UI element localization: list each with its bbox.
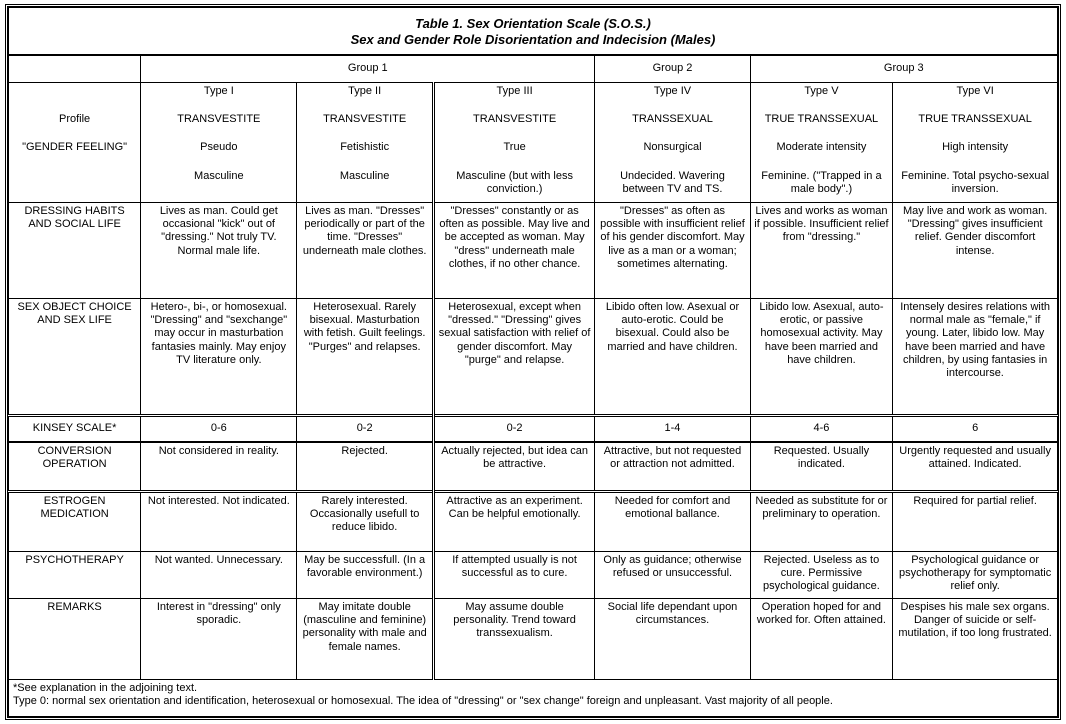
body-cell: Libido low. Asexual, auto-erotic, or passive homosexual activity. May have been married and have children. bbox=[750, 299, 893, 416]
body-cell: 1-4 bbox=[595, 416, 750, 443]
body-cell: Only as guidance; otherwise refused or unsuccessful. bbox=[595, 552, 750, 599]
body-cell: May live and work as woman. "Dressing" gives insufficient relief. Gender discomfort intense. bbox=[893, 203, 1058, 299]
type-feeling: Undecided. Wavering between TV and TS. bbox=[620, 169, 725, 195]
profile-header-line1: Profile bbox=[58, 113, 91, 125]
body-cell: Actually rejected, but idea can be attractive. bbox=[433, 442, 595, 492]
estrogen-medication-row bbox=[9, 492, 1058, 552]
body-cell: Needed as substitute for or preliminary to operation. bbox=[750, 492, 893, 552]
body-cell: Hetero-, bi-, or homosexual. "Dressing" and "sexchange" may occur in masturbation fantasies mainly. May enjoy TV literature only. bbox=[141, 299, 297, 416]
table-title bbox=[9, 8, 1058, 56]
body-cell: Not considered in reality. bbox=[141, 442, 297, 492]
body-cell: Rejected. bbox=[297, 442, 433, 492]
profile-cell-type4 bbox=[595, 83, 750, 203]
type-category: TRUE TRANSSEXUAL bbox=[918, 113, 1032, 126]
type-feeling: Masculine bbox=[194, 169, 244, 182]
body-cell: Rejected. Useless as to cure. Permissive psychological guidance. bbox=[750, 552, 893, 599]
profile-row bbox=[9, 83, 1058, 203]
type-label: Type III bbox=[496, 85, 533, 97]
body-cell: Lives as man. Could get occasional "kick" out of "dressing." Not truly TV. Normal male life. bbox=[141, 203, 297, 299]
row-header-sex-object: SEX OBJECT CHOICE AND SEX LIFE bbox=[9, 299, 141, 416]
body-cell: Urgently requested and usually attained. Indicated. bbox=[893, 442, 1058, 492]
body-cell: 0-6 bbox=[141, 416, 297, 443]
body-cell: Requested. Usually indicated. bbox=[750, 442, 893, 492]
body-cell: May imitate double (masculine and feminine) personality with male and female names. bbox=[297, 599, 433, 680]
row-header-estrogen-medication: ESTROGEN MEDICATION bbox=[9, 492, 141, 552]
group2-header-cell: Group 2 bbox=[595, 55, 750, 83]
type-feeling: Feminine. ("Trapped in a male body".) bbox=[761, 169, 882, 195]
dressing-habits-row bbox=[9, 203, 1058, 299]
footnote-line1: *See explanation in the adjoining text. bbox=[13, 682, 198, 694]
body-cell: Lives and works as woman if possible. Insufficient relief from "dressing." bbox=[750, 203, 893, 299]
body-cell: If attempted usually is not successful as to cure. bbox=[433, 552, 595, 599]
type-intensity: Nonsurgical bbox=[643, 141, 702, 154]
title-row bbox=[9, 8, 1058, 56]
sos-table-border bbox=[5, 4, 1061, 720]
row-header-conversion-operation: CONVERSION OPERATION bbox=[9, 442, 141, 492]
type-label: Type VI bbox=[956, 85, 994, 97]
body-cell: Heterosexual, except when "dressed." "Dressing" gives sexual satisfaction with relief of gender discomfort. May "purge" and relapse. bbox=[433, 299, 595, 416]
table-title-line2: Sex and Gender Role Disorientation and Indecision (Males) bbox=[350, 31, 716, 47]
profile-cell-type2 bbox=[297, 83, 433, 203]
body-cell: Required for partial relief. bbox=[893, 492, 1058, 552]
sex-object-row bbox=[9, 299, 1058, 416]
type-label: Type IV bbox=[653, 85, 692, 97]
type-intensity: True bbox=[503, 141, 526, 154]
row-header-remarks: REMARKS bbox=[9, 599, 141, 680]
body-cell: Attractive, but not requested or attraction not admitted. bbox=[595, 442, 750, 492]
footnote-line2: Type 0: normal sex orientation and identification, heterosexual or homosexual. The idea of "dressing" or "sex change" foreign and unpleasant. Vast majority of all people. bbox=[13, 695, 833, 708]
type-intensity: High intensity bbox=[942, 141, 1009, 154]
body-cell: Not interested. Not indicated. bbox=[141, 492, 297, 552]
psychotherapy-row bbox=[9, 552, 1058, 599]
body-cell: 4-6 bbox=[750, 416, 893, 443]
row-header-psychotherapy: PSYCHOTHERAPY bbox=[9, 552, 141, 599]
type-category: TRANSVESTITE bbox=[323, 113, 407, 126]
type-intensity: Moderate intensity bbox=[776, 141, 867, 154]
type-feeling: Masculine (but with less conviction.) bbox=[456, 169, 573, 195]
kinsey-scale-row bbox=[9, 416, 1058, 443]
type-intensity: Pseudo bbox=[200, 141, 238, 154]
body-cell: Interest in "dressing" only sporadic. bbox=[141, 599, 297, 680]
type-category: TRUE TRANSSEXUAL bbox=[764, 113, 879, 126]
body-cell: 0-2 bbox=[433, 416, 595, 443]
type-feeling: Feminine. Total psycho-sexual inversion. bbox=[901, 169, 1050, 195]
footnote-row bbox=[9, 680, 1058, 717]
body-cell: Attractive as an experiment. Can be helpful emotionally. bbox=[433, 492, 595, 552]
body-cell: "Dresses" as often as possible with insufficient relief of his gender discomfort. May live as a man or a woman; sometimes alternating. bbox=[595, 203, 750, 299]
type-category: TRANSSEXUAL bbox=[632, 113, 713, 126]
body-cell: "Dresses" constantly or as often as possible. May live and be accepted as woman. May "dress" underneath male clothes, if no other chance. bbox=[433, 203, 595, 299]
type-feeling: Masculine bbox=[339, 169, 390, 182]
group1-header-cell: Group 1 bbox=[141, 55, 595, 83]
footnotes bbox=[9, 680, 1058, 717]
body-cell: 6 bbox=[893, 416, 1058, 443]
type-category: TRANSVESTITE bbox=[177, 113, 261, 126]
body-cell: Needed for comfort and emotional ballance. bbox=[595, 492, 750, 552]
body-cell: Intensely desires relations with normal male as "female," if young. Later, libido low. May have been married and have children, by using fantasies in intercourse. bbox=[893, 299, 1058, 416]
body-cell: Despises his male sex organs. Danger of suicide or self-mutilation, if too long frustrated. bbox=[893, 599, 1058, 680]
body-cell: Heterosexual. Rarely bisexual. Masturbation with fetish. Guilt feelings. "Purges" and relapses. bbox=[297, 299, 433, 416]
body-cell: May assume double personality. Trend toward transsexualism. bbox=[433, 599, 595, 680]
body-cell: Libido often low. Asexual or auto-erotic. Could be bisexual. Could also be married and have children. bbox=[595, 299, 750, 416]
body-cell: Rarely interested. Occasionally usefull to reduce libido. bbox=[297, 492, 433, 552]
group3-header-cell: Group 3 bbox=[750, 55, 1057, 83]
body-cell: Psychological guidance or psychotherapy for symptomatic relief only. bbox=[893, 552, 1058, 599]
profile-header-line2: "GENDER FEELING" bbox=[22, 141, 128, 154]
group-header-empty-cell bbox=[9, 55, 141, 83]
type-label: Type I bbox=[203, 85, 234, 97]
body-cell: Not wanted. Unnecessary. bbox=[141, 552, 297, 599]
row-header-dressing-habits: DRESSING HABITS AND SOCIAL LIFE bbox=[9, 203, 141, 299]
row-header-kinsey-scale: KINSEY SCALE* bbox=[9, 416, 141, 443]
remarks-row bbox=[9, 599, 1058, 680]
body-cell: May be successfull. (In a favorable environment.) bbox=[297, 552, 433, 599]
row-header-profile bbox=[9, 83, 141, 203]
profile-cell-type6 bbox=[893, 83, 1058, 203]
body-cell: Lives as man. "Dresses" periodically or part of the time. "Dresses" underneath male clothes. bbox=[297, 203, 433, 299]
profile-cell-type1 bbox=[141, 83, 297, 203]
profile-cell-type5 bbox=[750, 83, 893, 203]
type-label: Type V bbox=[804, 85, 839, 97]
type-intensity: Fetishistic bbox=[340, 141, 390, 154]
table-title-line1: Table 1. Sex Orientation Scale (S.O.S.) bbox=[415, 15, 651, 31]
body-cell: Operation hoped for and worked for. Often attained. bbox=[750, 599, 893, 680]
sos-table bbox=[8, 7, 1058, 717]
body-cell: Social life dependant upon circumstances. bbox=[595, 599, 750, 680]
profile-cell-type3 bbox=[433, 83, 595, 203]
conversion-operation-row bbox=[9, 442, 1058, 492]
type-category: TRANSVESTITE bbox=[473, 113, 557, 126]
type-label: Type II bbox=[348, 85, 382, 97]
body-cell: 0-2 bbox=[297, 416, 433, 443]
group-header-row bbox=[9, 55, 1058, 83]
